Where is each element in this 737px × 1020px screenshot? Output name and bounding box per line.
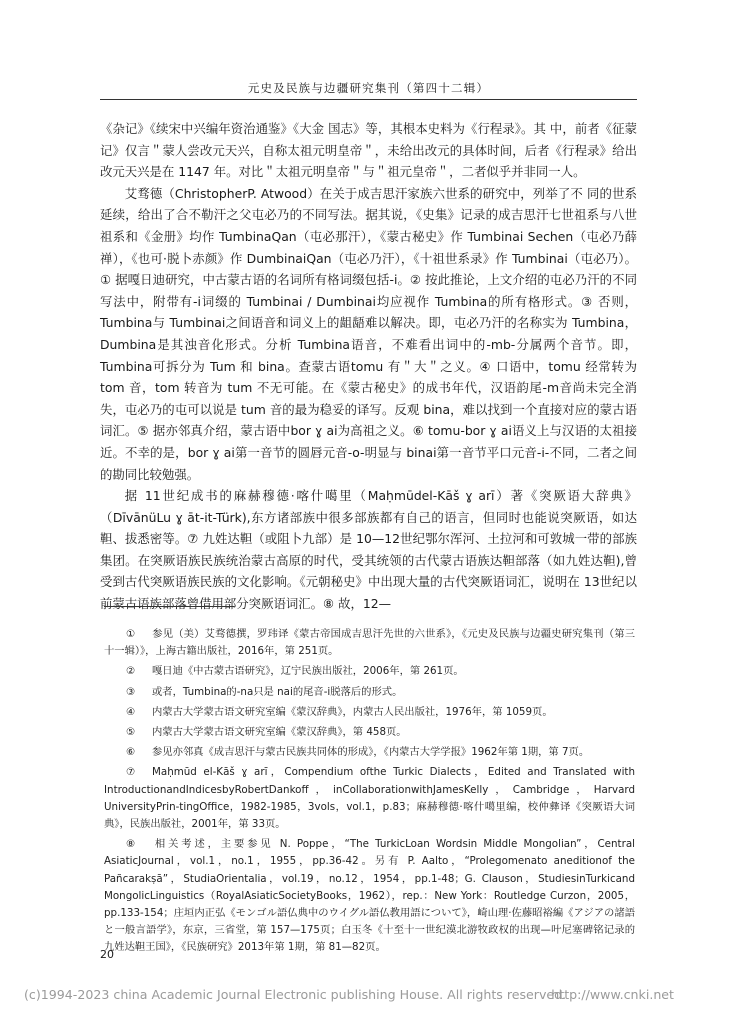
footnote-text: 参见亦邻真《成吉思汗与蒙古民族共同体的形成》，《内蒙古大学学报》1962年第 1期，第 7页。 (152, 746, 590, 759)
footnote-marker: ⑧ (126, 838, 136, 851)
header-rule (100, 99, 637, 100)
footnote-8 (104, 836, 635, 956)
footnote-text: 内蒙古大学蒙古语文研究室编《蒙汉辞典》，第 458页。 (152, 726, 407, 739)
watermark (24, 987, 674, 1002)
footnote-7 (104, 764, 635, 833)
footnote-text: 或者，Tumbina的-na只是 nai的尾音-i脱落后的形式。 (152, 685, 403, 698)
paragraph-1: 《杂记》《续宋中兴编年资治通鉴》《大金 国志》等，其根本史料为《行程录》。其 中，前者《征蒙记》仅言＂蒙人尝改元天兴，自称太祖元明皇帝＂，未给出改元的具体时间，后者《行程录》给出改元天兴是在 1147 年。对比＂太祖元明皇帝＂与＂祖元皇帝＂，二者似乎并非同一人。 (100, 121, 637, 180)
footnote-5 (104, 724, 635, 741)
footnote-marker: ⑤ (126, 726, 136, 739)
copyright-notice: (c)1994-2023 china Academic Journal Electronic publishing House. All rights reserved. (24, 987, 567, 1002)
body-text (100, 118, 637, 615)
footnote-marker: ② (126, 665, 136, 678)
footnote-2 (104, 663, 635, 680)
footnote-marker: ④ (126, 705, 136, 718)
footnote-text: 内蒙古大学蒙古语文研究室编《蒙汉辞典》，内蒙古人民出版社，1976年，第 1059页。 (152, 705, 553, 718)
footnote-4 (104, 704, 635, 721)
footnote-text: 嘎日迪《中古蒙古语研究》，辽宁民族出版社，2006年，第 261页。 (152, 665, 464, 678)
footnote-rule (104, 606, 234, 607)
page-number: 20 (100, 948, 114, 961)
footnote-1 (104, 626, 635, 660)
footnote-marker: ① (126, 628, 136, 640)
paragraph-3: 据 11世纪成书的麻赫穆德·喀什噶里（Maḥmūdel-Kāš ɣ arī）著《突厥语大辞典》（DīvānüLu ɣ āt-it-Türk),东方诸部族中很多部族都有自己的语言，但同时也能说突厥语，如达靼、拔悉密等。⑦ 九姓达靼（或阻卜九部）是 10—12世纪鄂尔浑河、土拉河和可敦城一带的部族集团。在突厥语族民族统治蒙古高原的时代，受其统领的古代蒙古语族达靼部落（如九姓达靼),曾受到古代突厥语族民族的文化影响。《元朝秘史》中出现大量的古代突厥语词汇，说明在 13世纪以前蒙古语族部落曾借用部分突厥语词汇。⑧ 故，12— (100, 488, 637, 612)
footnote-marker: ③ (126, 685, 136, 698)
footnote-text: 相关考述，主要参见 N. Poppe，“The TurkicLoan Wordsin Middle Mongolian”，Central AsiaticJournal，vol.1，no.1，1955，pp.36-42。另有 P. Aalto，“Prolegomenato aneditionof the Pañcarakṣā”，StudiaOrientalia，vol.19，no.12，1954，pp.1-48；G. Clauson，StudiesinTurkicand MongolicLinguistics（RoyalAsiaticSocietyBooks，1962），rep.：New York：Routledge Curzon，2005，pp.133-154；庄垣内正弘《モンゴル語仏典中のウイグル語仏教用語について》，崎山理·佐藤昭裕編《アジアの諸語と一般言語学》，东京，三省堂，第 157—175页；白玉冬《十至十一世纪漠北游牧政权的出现—叶尼塞碑铭记录的九姓达靼王国》，《民族研究》2013年第 1期，第 81—82页。 (104, 838, 635, 954)
footnotes (104, 626, 635, 960)
footnote-text: 参见（美）艾骛德撰，罗玮译《蒙古帝国成吉思汗先世的六世系》，《元史及民族与边疆史研究集刊（第三十一辑）》，上海古籍出版社，2016年，第 251页。 (104, 628, 635, 658)
footnote-3 (104, 684, 635, 701)
footnote-marker: ⑦ (126, 766, 136, 779)
footnote-6 (104, 744, 635, 761)
footnote-text: Maḥmūd el-Kāš ɣ arī，Compendium ofthe Turkic Dialects，Edited and Translated with IntroductionandIndicesbyRobertDankoff，inCollaborationwithJamesKelly，Cambridge，Harvard UniversityPrin-tingOffice，1982-1985，3vols，vol.1，p.83；麻赫穆德·喀什噶里编，校仲彝译《突厥语大词典》，民族出版社，2001年，第 33页。 (104, 766, 635, 831)
running-header: 元史及民族与边疆研究集刊（第四十二辑） (247, 81, 490, 95)
website-link[interactable]: http://www.cnki.net (551, 987, 674, 1002)
footnote-marker: ⑥ (126, 746, 136, 759)
paragraph-2: 艾骛德（ChristopherP. Atwood）在关于成吉思汗家族六世系的研究中，列举了不 同的世系延续，给出了合不勒汗之父屯必乃的不同写法。据其说，《史集》记录的成吉思汗七世祖系与八世祖系和《金册》均作 TumbinaQan（屯必那汗），《蒙古秘史》作 Tumbinai Sechen（屯必乃薛禅），《也可·脱卜赤颜》作 DumbinaiQan（屯必乃汗），《十祖世系录》作 Tumbinai（屯必乃）。① 据嘎日迪研究，中古蒙古语的名词所有格词缀包括-i。② 按此推论，上文介绍的屯必乃汗的不同写法中，附带有-i词缀的 Tumbinai / Dumbinai均应视作 Tumbina的所有格形式。③ 否则，Tumbina与 Tumbinai之间语音和词义上的龃龉难以解决。即，屯必乃汗的名称实为 Tumbina，Dumbina是其浊音化形式。分析 Tumbina语音，不难看出词中的-mb-分属两个音节。即，Tumbina可拆分为 Tum 和 bina。查蒙古语tomu 有＂大＂之义。④ 口语中，tomu 经常转为 tom 音，tom 转音为 tum 不无可能。在《蒙古秘史》的成书年代，汉语韵尾-m音尚未完全消失，屯必乃的屯可以说是 tum 音的最为稳妥的译写。反观 bina，难以找到一个直接对应的蒙古语词汇。⑤ 据亦邻真介绍，蒙古语中bor ɣ ai为高祖之义。⑥ tomu-bor ɣ ai语义上与汉语的太祖接近。不幸的是，bor ɣ ai第一音节的圆唇元音-o-明显与 binai第一音节平口元音-i-不同，二者之间的勘同比较勉强。 (100, 185, 637, 482)
